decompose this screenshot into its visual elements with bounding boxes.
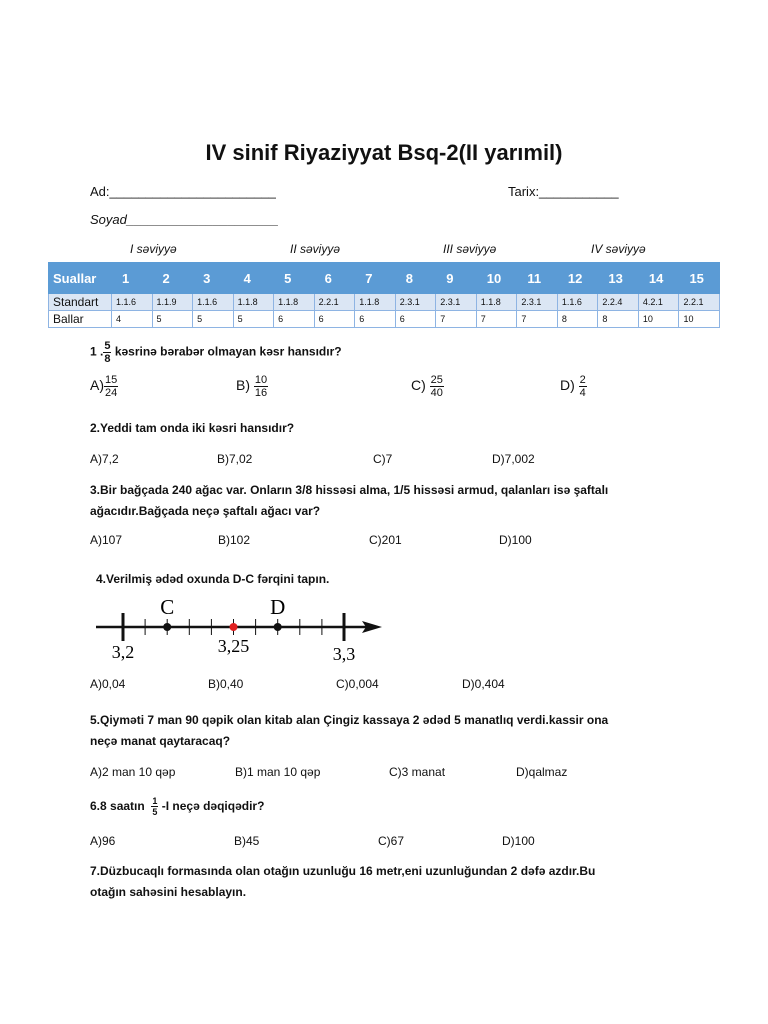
question-number: 3 (193, 263, 234, 294)
question-number: 15 (679, 263, 720, 294)
points-cell: 6 (395, 311, 436, 328)
q1-option-d-den: 4 (579, 387, 586, 399)
label-end: 3,3 (332, 644, 356, 664)
standard-cell: 1.1.9 (152, 294, 193, 311)
question-number: 1 (112, 263, 153, 294)
q4-option-b: B)0,40 (208, 677, 244, 691)
points-cell: 8 (598, 311, 639, 328)
q5-option-a: A)2 man 10 qəp (90, 765, 176, 779)
q2-option-b: B)7,02 (217, 452, 253, 466)
point-d (274, 623, 282, 631)
q1-option-b-label: B) (236, 377, 250, 394)
label-mid: 3,25 (217, 636, 250, 656)
question-number: 7 (355, 263, 396, 294)
q6-frac-num: 1 (152, 796, 158, 807)
q5-option-c: C)3 manat (389, 765, 446, 779)
row-label-points: Ballar (49, 311, 112, 328)
label-c: C (160, 595, 175, 619)
question-2: 2.Yeddi tam onda iki kəsri hansıdır? (90, 421, 295, 435)
q1-option-d (560, 374, 587, 399)
question-number: 8 (395, 263, 436, 294)
q1-option-a-num: 15 (105, 374, 118, 386)
points-cell: 5 (193, 311, 234, 328)
q1-fraction (103, 340, 111, 365)
standard-cell: 4.2.1 (638, 294, 679, 311)
q6-option-b: B)45 (234, 834, 260, 848)
q6-option-a: A)96 (90, 834, 116, 848)
points-cell: 6 (355, 311, 396, 328)
number-line-figure (90, 590, 390, 666)
q4-option-c: C)0,004 (336, 677, 379, 691)
level-4-label: IV səviyyə (591, 242, 646, 256)
standard-cell: 1.1.8 (355, 294, 396, 311)
q1-option-d-label: D) (560, 377, 575, 394)
q1-option-d-num: 2 (579, 374, 586, 386)
question-number: 11 (517, 263, 558, 294)
points-cell: 10 (638, 311, 679, 328)
standard-cell: 1.1.6 (557, 294, 598, 311)
standard-cell: 1.1.8 (476, 294, 517, 311)
label-d: D (270, 595, 286, 619)
q1-option-c-frac (430, 374, 444, 399)
standard-cell: 2.2.1 (314, 294, 355, 311)
question-number: 9 (436, 263, 477, 294)
q1-option-b-den: 16 (254, 387, 268, 399)
q1-option-c (411, 374, 444, 399)
points-cell: 7 (436, 311, 477, 328)
points-cell: 5 (152, 311, 193, 328)
points-cell: 7 (517, 311, 558, 328)
q3-option-d: D)100 (499, 533, 532, 547)
question-number: 12 (557, 263, 598, 294)
questions-row (49, 263, 720, 294)
standard-cell: 2.2.1 (679, 294, 720, 311)
q1-text: kəsrinə bərabər olmayan kəsr hansıdır? (114, 344, 342, 359)
row-label-questions: Suallar (49, 263, 112, 294)
standard-cell: 1.1.6 (112, 294, 153, 311)
q5-option-b: B)1 man 10 qəp (235, 765, 321, 779)
standards-row (49, 294, 720, 311)
q3-option-c: C)201 (369, 533, 402, 547)
q1-option-c-den: 40 (430, 387, 443, 399)
points-row (49, 311, 720, 328)
q1-option-d-frac (579, 374, 587, 399)
q3-option-b: B)102 (218, 533, 251, 547)
q2-option-d: D)7,002 (492, 452, 535, 466)
q4-option-a: A)0,04 (90, 677, 126, 691)
q6-fraction (151, 796, 158, 817)
row-label-standards: Standart (49, 294, 112, 311)
page-title: IV sinif Riyaziyyat Bsq-2(II yarımil) (205, 140, 563, 165)
question-5 (90, 710, 608, 752)
q6-option-c: C)67 (378, 834, 405, 848)
question-6 (90, 796, 264, 817)
q7-line-1: 7.Düzbucaqlı formasında olan otağın uzunluğu 16 metr,eni uzunluğundan 2 dəfə azdır.Bu (90, 864, 596, 878)
level-2-label: II səviyyə (290, 242, 341, 256)
q1-frac-num: 5 (104, 340, 111, 352)
name-field: Ad:_______________________ (90, 184, 276, 199)
q5-option-d: D)qalmaz (516, 765, 568, 779)
q1-option-a-label: A) (90, 377, 104, 394)
question-7 (90, 861, 595, 903)
points-cell: 6 (274, 311, 315, 328)
level-1-label: I səviyyə (130, 242, 177, 256)
standard-cell: 2.3.1 (395, 294, 436, 311)
label-start: 3,2 (111, 642, 135, 662)
q6-option-d: D)100 (502, 834, 535, 848)
q6-frac-den: 5 (152, 807, 158, 818)
q1-option-a-den: 24 (105, 387, 118, 399)
q4-option-d: D)0,404 (462, 677, 505, 691)
question-number: 13 (598, 263, 639, 294)
q1-option-b (236, 374, 268, 399)
q1-option-b-num: 10 (254, 374, 268, 386)
q2-option-c: C)7 (373, 452, 393, 466)
standard-cell: 2.3.1 (517, 294, 558, 311)
question-number: 6 (314, 263, 355, 294)
q1-prefix: 1 . (90, 344, 104, 359)
q2-option-a: A)7,2 (90, 452, 119, 466)
question-1 (90, 340, 342, 365)
q7-line-2: otağın sahəsini hesablayın. (90, 885, 247, 899)
q1-option-a (90, 374, 118, 399)
surname-field: Soyad_____________________ (90, 212, 279, 227)
q6-suffix: -I neçə dəqiqədir? (161, 799, 265, 813)
points-cell: 6 (314, 311, 355, 328)
standard-cell: 1.1.6 (193, 294, 234, 311)
question-number: 14 (638, 263, 679, 294)
point-mid (230, 623, 238, 631)
standard-cell: 2.3.1 (436, 294, 477, 311)
q1-frac-den: 8 (104, 353, 111, 365)
q1-option-b-frac (254, 374, 268, 399)
question-number: 5 (274, 263, 315, 294)
date-field: Tarix:___________ (508, 184, 619, 199)
q6-prefix: 6.8 saatın (90, 799, 145, 813)
standard-cell: 1.1.8 (274, 294, 315, 311)
points-cell: 8 (557, 311, 598, 328)
q5-line-1: 5.Qiyməti 7 man 90 qəpik olan kitab alan Çingiz kassaya 2 ədəd 5 manatlıq verdi.kassir ona (90, 713, 609, 727)
question-4: 4.Verilmiş ədəd oxunda D-C fərqini tapın. (96, 572, 330, 586)
q3-line-2: ağacıdır.Bağçada neçə şaftalı ağacı var? (90, 504, 321, 518)
points-cell: 4 (112, 311, 153, 328)
points-cell: 7 (476, 311, 517, 328)
q1-option-a-frac (104, 374, 118, 399)
score-table (48, 262, 720, 328)
q5-line-2: neçə manat qaytaracaq? (90, 734, 231, 748)
q3-option-a: A)107 (90, 533, 123, 547)
question-3 (90, 480, 608, 522)
standard-cell: 1.1.8 (233, 294, 274, 311)
question-number: 2 (152, 263, 193, 294)
standard-cell: 2.2.4 (598, 294, 639, 311)
points-cell: 10 (679, 311, 720, 328)
q3-line-1: 3.Bir bağçada 240 ağac var. Onların 3/8 hissəsi alma, 1/5 hissəsi armud, qalanları isə şaftalı (90, 483, 609, 497)
point-c (163, 623, 171, 631)
q1-option-c-label: C) (411, 377, 426, 394)
points-cell: 5 (233, 311, 274, 328)
question-number: 4 (233, 263, 274, 294)
level-3-label: III səviyyə (443, 242, 497, 256)
q1-option-c-num: 25 (430, 374, 443, 386)
question-number: 10 (476, 263, 517, 294)
